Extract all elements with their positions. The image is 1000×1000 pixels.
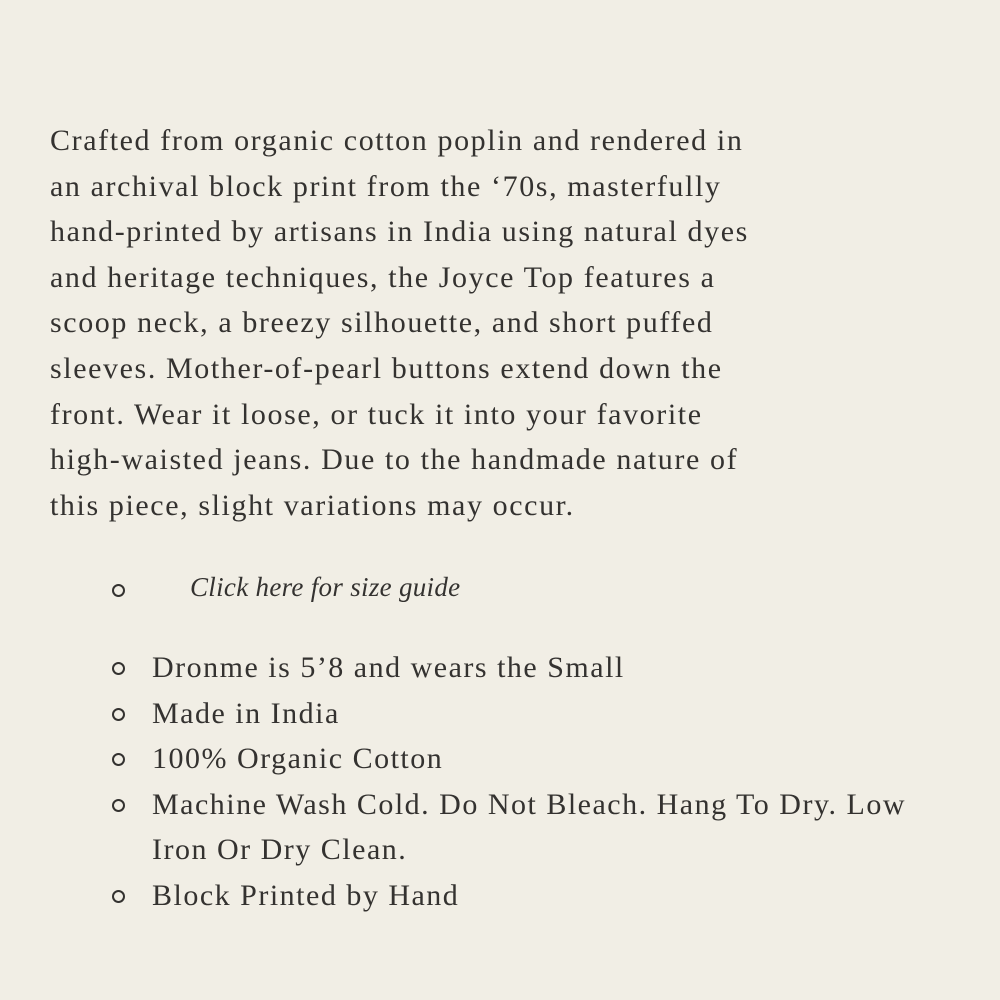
detail-text: Made in India	[152, 696, 340, 730]
description-line: and heritage techniques, the Joyce Top features a	[50, 260, 716, 294]
list-item	[112, 645, 962, 691]
detail-text: Dronme is 5’8 and wears the Small	[152, 651, 625, 684]
description-line: high-waisted jeans. Due to the handmade nature of	[50, 443, 739, 477]
description-line: front. Wear it loose, or tuck it into your favorite	[50, 397, 703, 431]
bullet-icon	[112, 708, 125, 721]
bullet-icon	[112, 799, 125, 812]
bullet-icon	[112, 662, 125, 675]
list-item	[112, 873, 962, 919]
size-guide-link[interactable]: Click here for size guide	[190, 572, 461, 602]
detail-text: Block Printed by Hand	[152, 878, 460, 912]
bullet-icon	[112, 753, 125, 766]
detail-text: 100% Organic Cotton	[152, 742, 444, 776]
product-description	[50, 118, 980, 528]
product-details-list	[112, 645, 962, 919]
list-item	[112, 691, 962, 737]
list-item	[112, 736, 962, 782]
detail-text: Machine Wash Cold. Do Not Bleach. Hang To Dry. Low Iron Or Dry Clean.	[152, 787, 906, 867]
description-line: this piece, slight variations may occur.	[50, 488, 575, 522]
bullet-icon	[112, 584, 125, 597]
description-line: sleeves. Mother-of-pearl buttons extend down the	[50, 351, 723, 385]
description-line: scoop neck, a breezy silhouette, and short puffed	[50, 306, 714, 340]
bullet-icon	[112, 890, 125, 903]
list-item	[112, 782, 942, 873]
description-line: Crafted from organic cotton poplin and rendered in	[50, 124, 744, 157]
description-line: an archival block print from the ‘70s, masterfully	[50, 169, 722, 203]
description-line: hand-printed by artisans in India using natural dyes	[50, 215, 749, 249]
